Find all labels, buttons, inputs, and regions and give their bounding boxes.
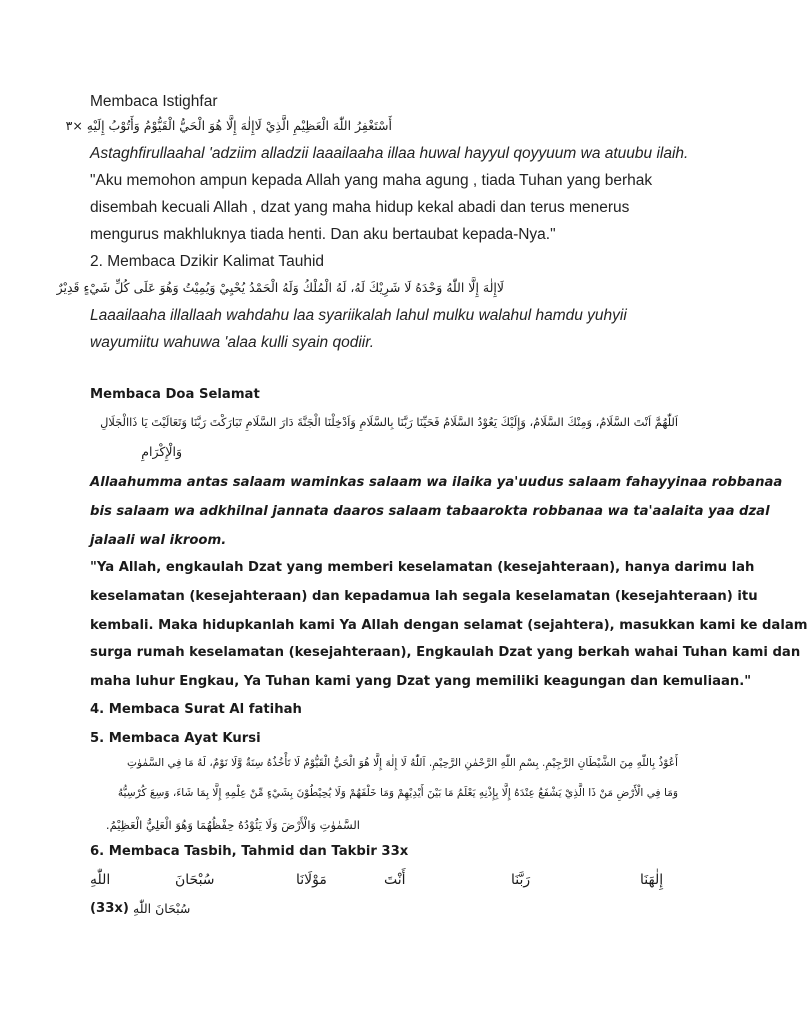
istighfar-latin: Astaghfirullaahal 'adziim alladzii laaailaaha illaa huwal hayyul qoyyuum wa atuubu ilaih. [90, 145, 689, 162]
doa-selamat-latin-line: Allaahumma antas salaam waminkas salaam wa ilaika ya'uudus salaam fahayyinaa robbanaa [90, 475, 783, 490]
tasbih-word: سُبْحَانَ [175, 872, 215, 888]
ayat-kursi-heading: 5. Membaca Ayat Kursi [90, 731, 261, 746]
doa-selamat-translation-line: kembali. Maka hidupkanlah kami Ya Allah dengan selamat (sejahtera), masukkan kami ke dalam [90, 618, 808, 633]
istighfar-arabic: أَسْتَغْفِرُ اللّٰهَ الْعَظِيْمِ الَّذِيْ لَاإِلٰهَ إِلَّا هُوَ الْحَيُّ الْقَيُّوْمُ وَأَتُوْبُ إِلَيْهِ ×٣ [65, 118, 392, 133]
doa-selamat-arabic-line: اَللّٰهُمَّ اَنْتَ السَّلَامُ، وَمِنْكَ السَّلَامُ، وَإِلَيْكَ يَعُوْدُ السَّلَامُ فَحَيِّنَا رَبَّنَا بِالسَّلَامِ وَاَدْخِلْنَا الْجَنَّةَ دَارَ السَّلَامِ تَبَارَكْتَ رَبَّنَا وَتَعَالَيْتَ يَا ذَاالْجَلَالِ [100, 415, 678, 429]
doa-selamat-heading: Membaca Doa Selamat [90, 387, 260, 402]
istighfar-translation-line: mengurus makhluknya tiada henti. Dan aku bertaubat kepada-Nya." [90, 226, 556, 243]
tasbih-heading: 6. Membaca Tasbih, Tahmid dan Takbir 33x [90, 844, 409, 859]
ayat-kursi-arabic-line: وَمَا فِي الْأَرْضِ مَنْ ذَا الَّذِيْ يَشْفَعُ عِنْدَهُ إِلَّا بِإِذْنِهِ يَعْلَمُ مَا بَيْنَ أَيْدِيْهِمْ وَمَا خَلْفَهُمْ وَلَا يُحِيْطُوْنَ بِشَيْءٍ مِّنْ عِلْمِهِ إِلَّا بِمَا شَاءَ، وَسِعَ كُرْسِيُّهُ [117, 787, 678, 799]
al-fatihah-heading: 4. Membaca Surat Al fatihah [90, 702, 302, 717]
tasbih-word: رَبَّنَا [511, 872, 531, 888]
ayat-kursi-arabic-line: السَّمٰوٰتِ وَالْأَرْضَ وَلَا يَئُوْدُهُ حِفْظُهُمَا وَهُوَ الْعَلِيُّ الْعَظِيْمُ. [105, 818, 360, 832]
doa-selamat-translation-line: surga rumah keselamatan (kesejahteraan), Engkaulah Dzat yang berkah wahai Tuhan kami dan [90, 645, 801, 660]
istighfar-heading: Membaca Istighfar [90, 93, 218, 110]
ayat-kursi-arabic-line: أَعُوْذُ بِاللّٰهِ مِنَ الشَّيْطَانِ الرَّجِيْمِ. بِسْمِ اللّٰهِ الرَّحْمٰنِ الرَّحِيْمِ. اَللّٰهُ لَا إِلٰهَ إِلَّا هُوَ الْحَيُّ الْقَيُّوْمُ لَا تَأْخُذُهُ سِنَةٌ وَّلَا نَوْمٌ، لَهُ مَا فِي السَّمٰوٰتِ [126, 757, 678, 769]
tasbih-subhanallah: سُبْحَانَ اللّٰهِ [133, 901, 191, 916]
istighfar-translation-line: "Aku memohon ampun kepada Allah yang maha agung , tiada Tuhan yang berhak [90, 172, 653, 189]
tauhid-latin-line: Laaailaaha illallaah wahdahu laa syariikalah lahul mulku walahul hamdu yuhyii [90, 307, 627, 324]
doa-selamat-translation-line: maha luhur Engkau, Ya Tuhan kami yang Dzat yang memiliki keagungan dan kemuliaan." [90, 674, 752, 689]
tasbih-word: إِلٰهَنَا [640, 872, 664, 888]
doa-selamat-translation-line: "Ya Allah, engkaulah Dzat yang memberi keselamatan (kesejahteraan), hanya darimu lah [90, 560, 755, 575]
doa-selamat-latin-line: jalaali wal ikroom. [90, 533, 227, 548]
doa-selamat-arabic-line: وَالْإِكْرَامِ [141, 444, 182, 459]
tasbih-word: مَوْلَانَا [296, 872, 327, 888]
tauhid-arabic: لَاإِلٰهَ إِلَّا اللّٰهُ وَحْدَهُ لَا شَرِيْكَ لَهُ، لَهُ الْمُلْكُ وَلَهُ الْحَمْدُ يُحْيِيْ وَيُمِيْتُ وَهُوَ عَلَى كُلِّ شَيْءٍ قَدِيْرٌ [56, 280, 504, 295]
tasbih-word: اللّٰهِ [90, 872, 111, 888]
doa-selamat-latin-line: bis salaam wa adkhilnal jannata daaros salaam tabaarokta robbanaa wa ta'aalaita yaa dzal [90, 504, 770, 519]
istighfar-translation-line: disembah kecuali Allah , dzat yang maha hidup kekal abadi dan terus menerus [90, 199, 630, 216]
tauhid-heading: 2. Membaca Dzikir Kalimat Tauhid [90, 253, 325, 270]
tasbih-count: (33x) [90, 901, 129, 916]
tauhid-latin-line: wayumiitu wahuwa 'alaa kulli syain qodiir. [90, 334, 375, 351]
tasbih-word: أَنْتَ [384, 872, 406, 888]
doa-selamat-translation-line: keselamatan (kesejahteraan) dan kepadamua lah segala keselamatan (kesejahteraan) itu [90, 589, 758, 604]
